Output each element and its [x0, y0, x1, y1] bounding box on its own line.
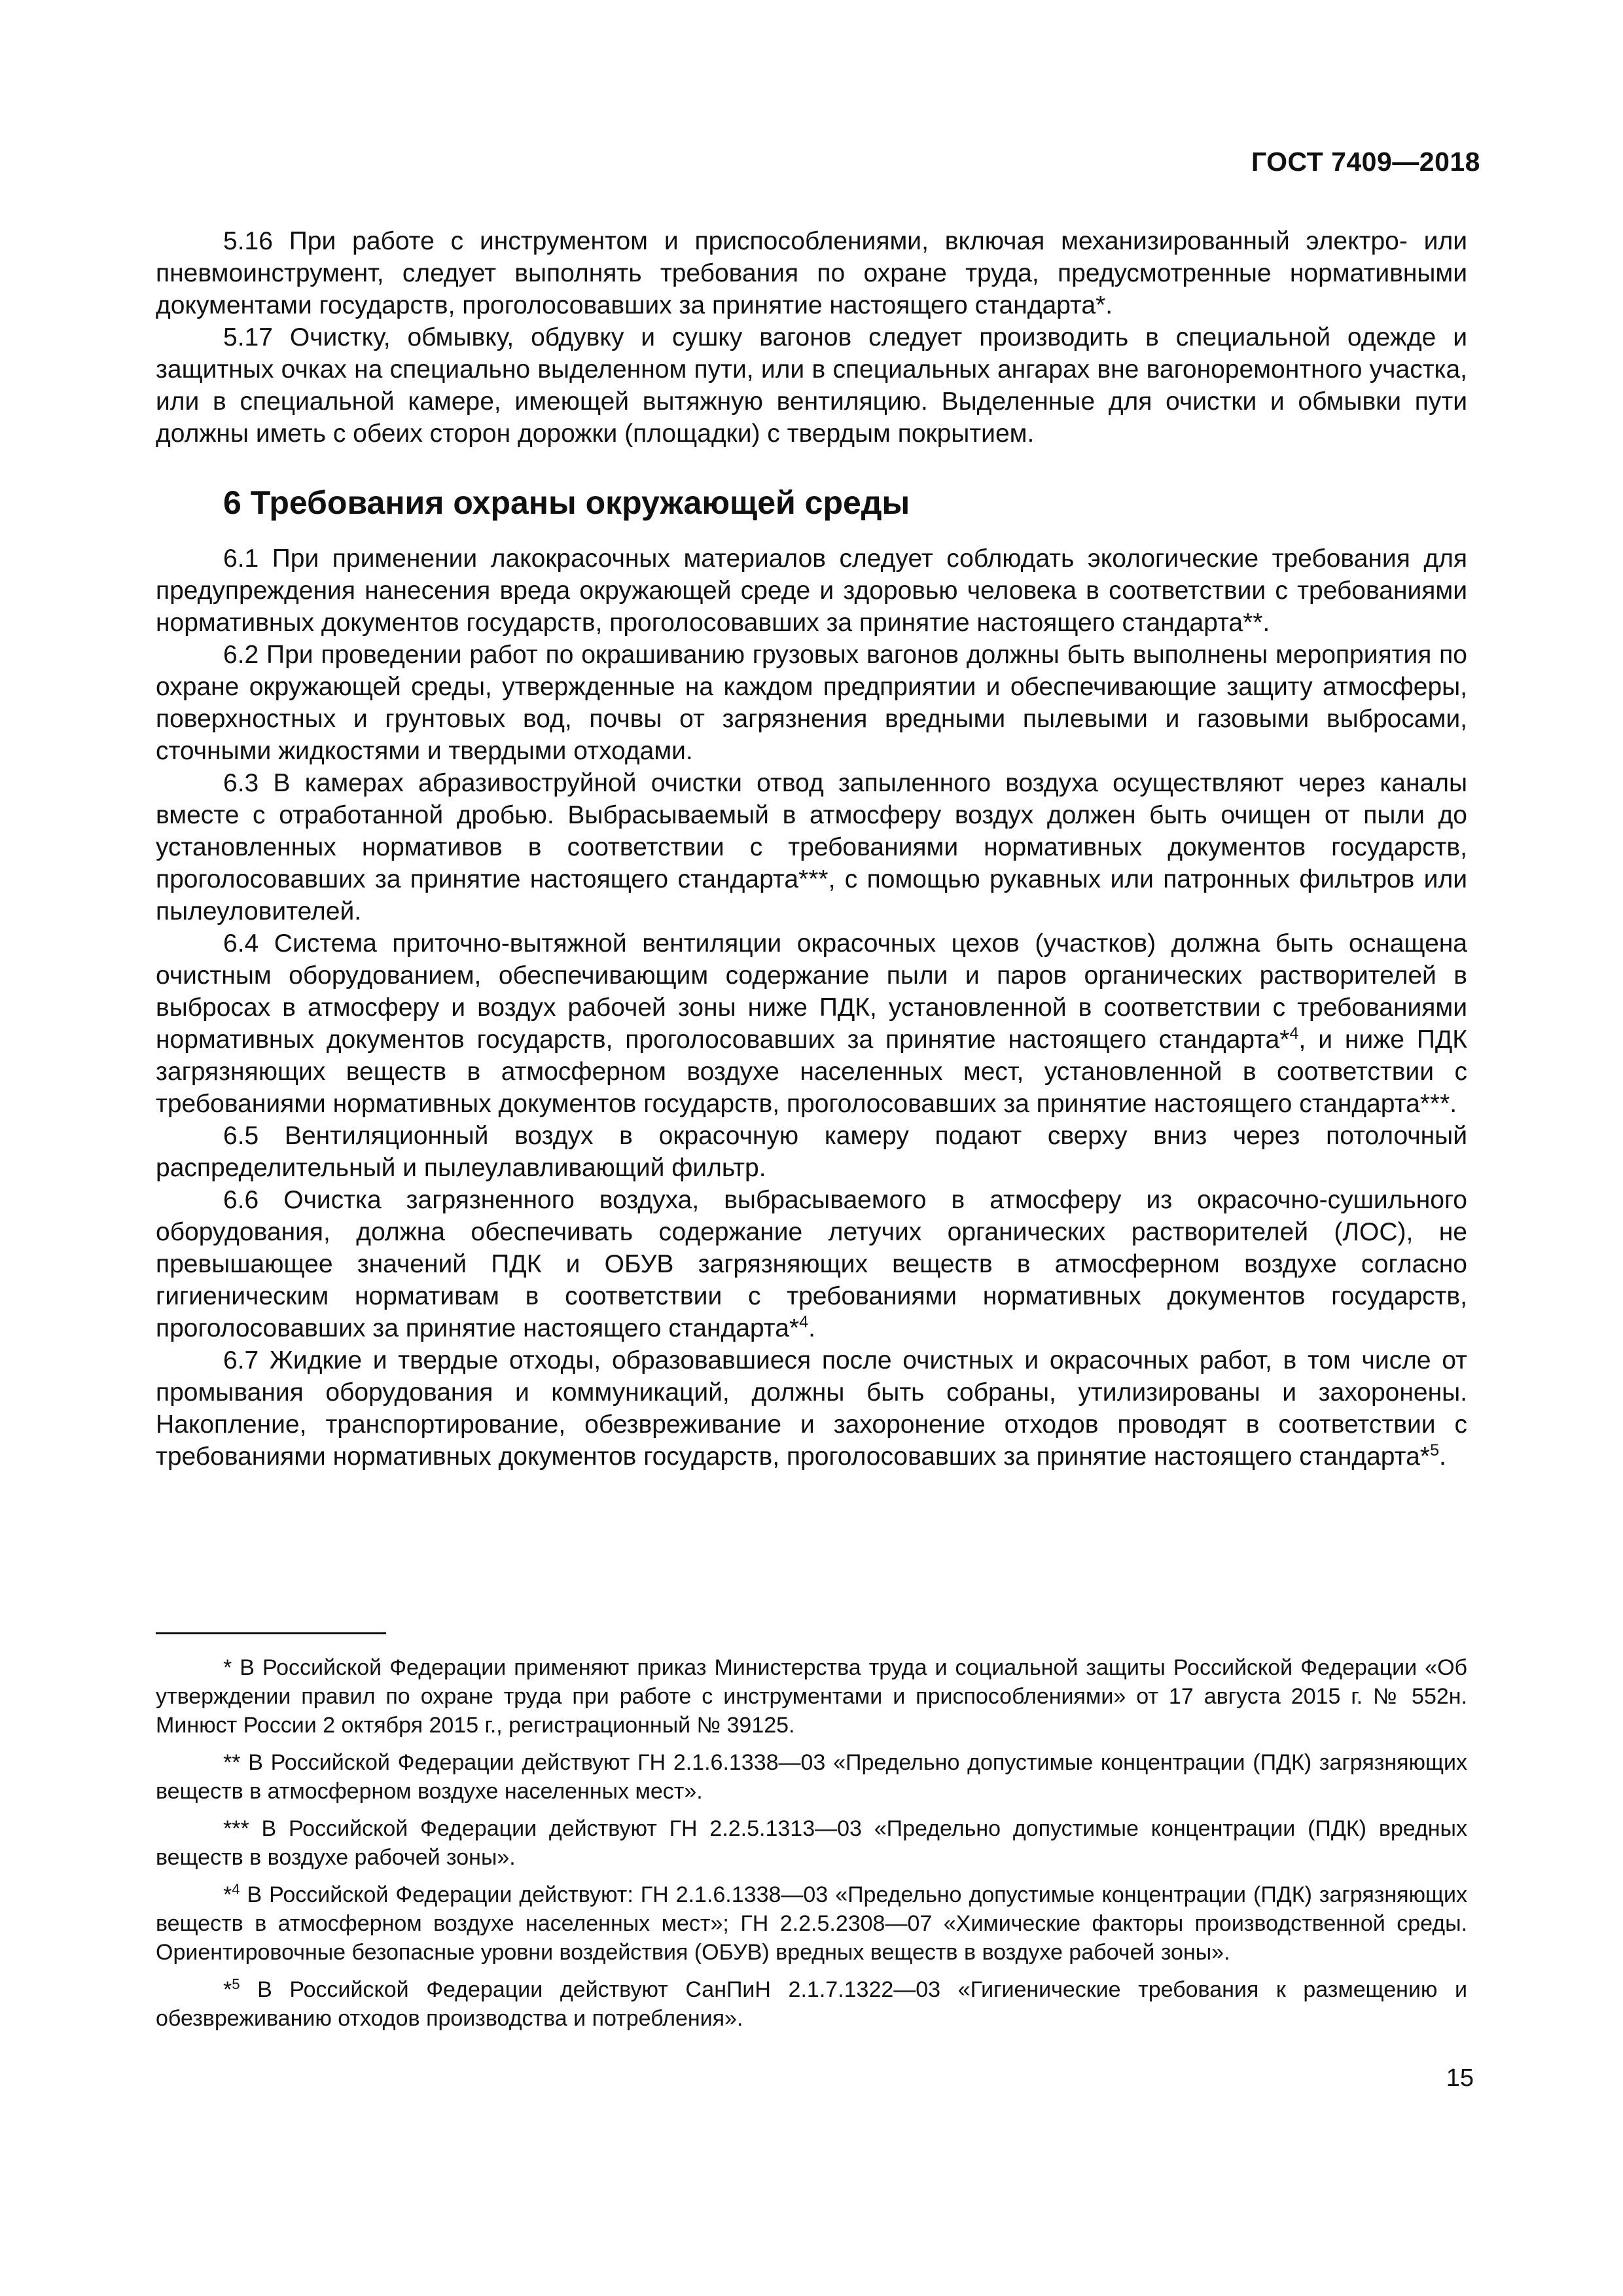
footnote-ref-5: 5 — [1429, 1441, 1440, 1460]
page-number: 15 — [1446, 2064, 1474, 2092]
paragraph-6-7-text-b: . — [1439, 1443, 1446, 1471]
footnote-5-number: 5 — [232, 1975, 240, 1992]
footnote-4-number: 4 — [232, 1880, 240, 1897]
paragraph-6-4-text-b: , и ниже ПДК загрязняющих веществ в атмосферном воздухе населенных мест, установленной в соответствии с требованиями нормативных документов государств, проголосовавших за принятие настоящего стандарта***. — [156, 1026, 1467, 1118]
document-header: ГОСТ 7409—2018 — [1251, 147, 1480, 177]
footnote-4 — [156, 1880, 1467, 1967]
paragraph-5-17: 5.17 Очистку, обмывку, обдувку и сушку вагонов следует производить в специальной одежде и защитных очках на специально выделенном пути, или в специальных ангарах вне вагоноремонтного участка, или в специальной камере, имеющей вытяжную вентиляцию. Выделенные для очистки и обмывки пути должны иметь с обеих сторон дорожки (площадки) с твердым покрытием. — [156, 323, 1467, 448]
paragraph-6-6-text-b: . — [808, 1314, 816, 1342]
footnote-divider — [156, 1632, 386, 1634]
paragraph-6-7-text-a: 6.7 Жидкие и твердые отходы, образовавшиеся после очистных и окрасочных работ, в том числе от промывания оборудования и коммуникаций, должны быть собраны, утилизированы и захоронены. Накопление, транспортирование, обезвреживание и захоронение отходов проводят в соответствии с требованиями нормативных документов государств, проголосовавших за принятие настоящего стандарта* — [156, 1346, 1467, 1471]
footnote-5 — [156, 1975, 1467, 2033]
paragraph-6-3: 6.3 В камерах абразивоструйной очистки отвод запыленного воздуха осуществляют через каналы вместе с отработанной дробью. Выбрасываемый в атмосферу воздух должен быть очищен от пыли до установленных нормативов в соответствии с требованиями нормативных документов государств, проголосовавших за принятие настоящего стандарта***, с помощью рукавных или патронных фильтров или пылеуловителей. — [156, 769, 1467, 925]
main-content — [156, 225, 1467, 1473]
footnote-ref-4: 4 — [799, 1313, 809, 1332]
paragraph-6-6 — [156, 1184, 1467, 1344]
footnote-1: * В Российской Федерации применяют приказ Министерства труда и социальной защиты Российской Федерации «Об утверждении правил по охране труда при работе с инструментами и приспособлениями» от 17 августа 2015 г. № 552н. Минюст России 2 октября 2015 г., регистрационный № 39125. — [156, 1655, 1467, 1738]
footnotes — [156, 1653, 1467, 2041]
paragraph-6-6-text-a: 6.6 Очистка загрязненного воздуха, выбрасываемого в атмосферу из окрасочно-сушильного оборудования, должна обеспечивать содержание летучих органических растворителей (ЛОС), не превышающее значений ПДК и ОБУВ загрязняющих веществ в атмосферном воздухе согласно гигиеническим нормативам в соответствии с требованиями нормативных документов государств, проголосовавших за принятие настоящего стандарта* — [156, 1186, 1467, 1342]
footnote-5-text: В Российской Федерации действуют СанПиН 2.1.7.1322—03 «Гигиенические требования к размещению и обезвреживанию отходов производства и потребления». — [156, 1977, 1467, 2031]
footnote-ref-4: 4 — [1289, 1024, 1299, 1043]
footnote-2: ** В Российской Федерации действуют ГН 2.1.6.1338—03 «Предельно допустимые концентрации (ПДК) загрязняющих веществ в атмосферном воздухе населенных мест». — [156, 1750, 1467, 1804]
section-6-heading: 6 Требования охраны окружающей среды — [223, 484, 910, 521]
paragraph-6-4-text-a: 6.4 Система приточно-вытяжной вентиляции окрасочных цехов (участков) должна быть оснащена очистным оборудованием, обеспечивающим содержание пыли и паров органических растворителей в выбросах в атмосферу и воздух рабочей зоны ниже ПДК, установленной в соответствии с требованиями нормативных документов государств, проголосовавших за принятие настоящего стандарта* — [156, 929, 1467, 1054]
paragraph-6-5: 6.5 Вентиляционный воздух в окрасочную камеру подают сверху вниз через потолочный распределительный и пылеулавливающий фильтр. — [156, 1122, 1467, 1182]
footnote-3: *** В Российской Федерации действуют ГН 2.2.5.1313—03 «Предельно допустимые концентрации (ПДК) вредных веществ в воздухе рабочей зоны». — [156, 1816, 1467, 1870]
paragraph-6-7 — [156, 1344, 1467, 1473]
footnote-4-text: В Российской Федерации действуют: ГН 2.1.6.1338—03 «Предельно допустимые концентрации (ПДК) загрязняющих веществ в атмосферном воздухе населенных мест»; ГН 2.2.5.2308—07 «Химические факторы производственной среды. Ориентировочные безопасные уровни воздействия (ОБУВ) вредных веществ в воздухе рабочей зоны». — [156, 1882, 1467, 1965]
paragraph-6-1: 6.1 При применении лакокрасочных материалов следует соблюдать экологические требования для предупреждения нанесения вреда окружающей среде и здоровью человека в соответствии с требованиями нормативных документов государств, проголосовавших за принятие настоящего стандарта**. — [156, 545, 1467, 637]
paragraph-6-2: 6.2 При проведении работ по окрашиванию грузовых вагонов должны быть выполнены мероприятия по охране окружающей среды, утвержденные на каждом предприятии и обеспечивающие защиту атмосферы, поверхностных и грунтовых вод, почвы от загрязнения вредными пылевыми и газовыми выбросами, сточными жидкостями и твердыми отходами. — [156, 641, 1467, 765]
paragraph-6-4 — [156, 927, 1467, 1120]
paragraph-5-16: 5.16 При работе с инструментом и приспособлениями, включая механизированный электро- или пневмоинструмент, следует выполнять требования по охране труда, предусмотренные нормативными документами государств, проголосовавших за принятие настоящего стандарта*. — [156, 227, 1467, 319]
footnote-4-mark: * — [223, 1882, 232, 1907]
footnote-5-mark: * — [223, 1977, 232, 2002]
